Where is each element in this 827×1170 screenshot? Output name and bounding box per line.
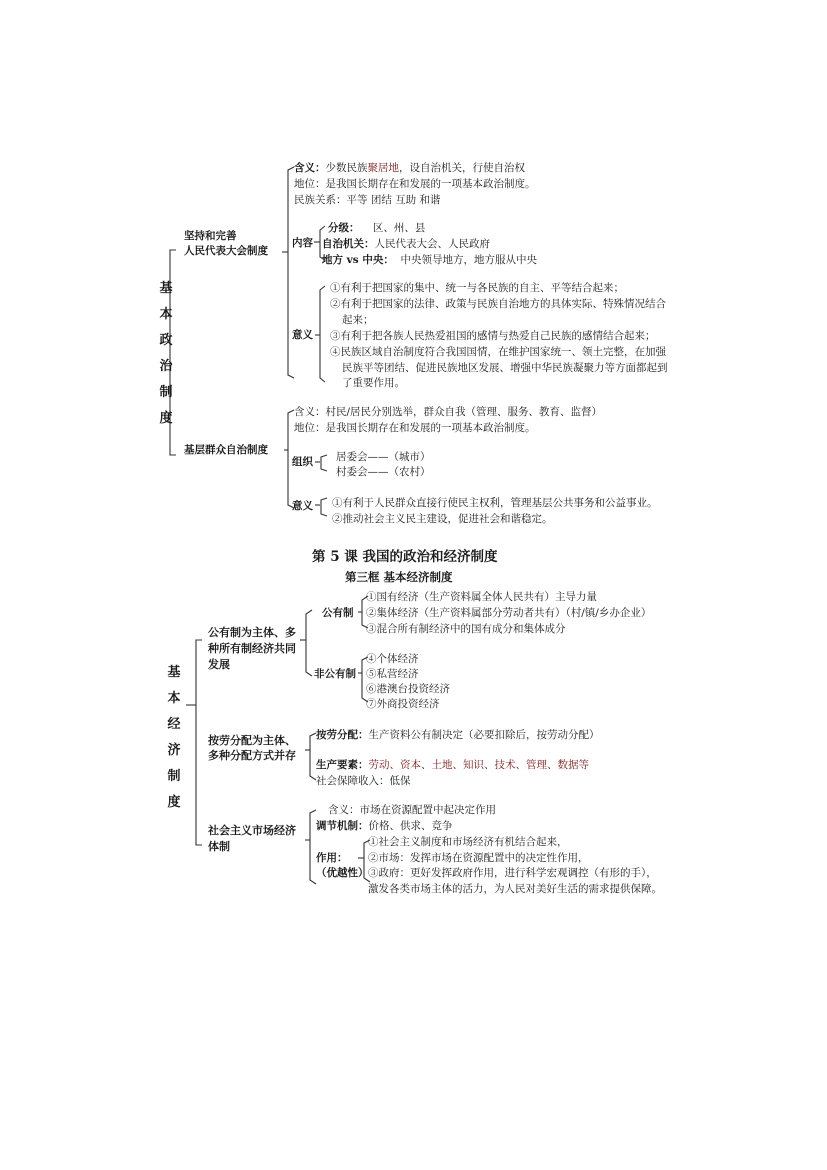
e-b1-label-line1: 公有制为主体、多 xyxy=(208,626,296,639)
public-3: ③混合所有制经济中的国有成分和集体成分 xyxy=(366,623,566,635)
e-b3-label-line1: 社会主义市场经济 xyxy=(208,824,296,837)
b1-grade: 分级： 区、州、县 xyxy=(328,222,426,234)
b1-sig-label: 意义 xyxy=(292,329,313,341)
role-3: ③政府：更好发挥政府作用，进行科学宏观调控（有形的手）， xyxy=(368,867,657,879)
nonpublic-2: ⑤私营经济 xyxy=(366,668,419,680)
b2-org-label: 组织 xyxy=(292,456,313,468)
b1-sig1: ①有利于把国家的集中、统一与各民族的自主、平等结合起来； xyxy=(330,282,624,294)
nonpublic-label: 非公有制 xyxy=(314,668,356,680)
b2-sig-label: 意义 xyxy=(292,500,313,512)
nonpublic-4: ⑦外商投资经济 xyxy=(366,698,440,710)
section-title: 第三框 基本经济制度 xyxy=(345,570,453,584)
b2-status: 地位：是我国长期存在和发展的一项基本政治制度。 xyxy=(294,422,536,434)
b1-sig4b: 民族平等团结、促进民族地区发展、增强中华民族凝聚力等方面都起到 xyxy=(342,362,668,374)
b1-sig2a: ②有利于把国家的法律、政策与民族自治地方的具体实际、特殊情况结合 xyxy=(330,298,666,310)
e-b1-label-line3: 发展 xyxy=(208,658,230,671)
e-b3-label-line2: 体制 xyxy=(208,840,230,853)
b1-meaning: 含义：少数民族聚居地，设自治机关，行使自治权 xyxy=(294,162,525,174)
b2-meaning: 含义：村民/居民分别选举，群众自我（管理、服务、教育、监督） xyxy=(294,406,603,418)
market-role-sub: （优越性） xyxy=(316,867,369,879)
public-1: ①国有经济（生产资料属全体人民共有）主导力量 xyxy=(366,591,597,603)
b2-org1: 居委会——（城市） xyxy=(336,451,431,463)
market-meaning: 含义：市场在资源配置中起决定作用 xyxy=(328,804,496,816)
b1-organ: 自治机关：人民代表大会、人民政府 xyxy=(322,238,490,250)
nonpublic-3: ⑥港澳台投资经济 xyxy=(366,683,450,695)
factor-row: 生产要素：劳动、资本、土地、知识、技术、管理、数据等 xyxy=(316,759,589,771)
role-2: ②市场：发挥市场在资源配置中的决定性作用， xyxy=(368,852,589,864)
b1-relation: 民族关系：平等 团结 互助 和谐 xyxy=(294,194,441,206)
b1-sig4a: ④民族区域自治制度符合我国国情，在维护国家统一、领土完整，在加强 xyxy=(330,346,666,358)
role-4: 激发各类市场主体的活力，为人民对美好生活的需求提供保障。 xyxy=(368,883,662,895)
security-row: 社会保障收入：低保 xyxy=(316,775,411,787)
b1-sig2b: 起来； xyxy=(342,314,374,326)
public-label: 公有制 xyxy=(322,607,354,619)
e-b1-label-line2: 种所有制经济共同 xyxy=(208,642,296,655)
e-b2-label-line1: 按劳分配为主体、 xyxy=(208,734,296,747)
nonpublic-1: ④个体经济 xyxy=(366,653,419,665)
b1-status: 地位：是我国长期存在和发展的一项基本政治制度。 xyxy=(294,178,536,190)
b1-label-line1: 坚持和完善 xyxy=(184,230,237,242)
lesson-title: 第 5 课 我国的政治和经济制度 xyxy=(312,549,498,565)
root-politics-label: 基 本 政 治 制 度 xyxy=(159,281,173,426)
root-brace-economy xyxy=(196,640,202,845)
root-economy-label: 基 本 经 济 制 度 xyxy=(167,665,181,810)
role-1: ①社会主义制度和市场经济有机结合起来， xyxy=(368,836,568,848)
public-2: ②集体经济（生产资料属部分劳动者共有）（村/镇/乡办企业） xyxy=(366,607,652,619)
b1-sig3: ③有利于把各族人民热爱祖国的感情与热爱自己民族的感情结合起来； xyxy=(330,330,656,342)
market-mech: 调节机制：价格、供求、竞争 xyxy=(316,820,453,832)
b1-local: 地方 vs 中央： 中央领导地方，地方服从中央 xyxy=(322,254,538,266)
b1-sig4c: 了重要作用。 xyxy=(342,377,405,389)
b2-sig2: ②推动社会主义民主建设，促进社会和谐稳定。 xyxy=(332,513,553,525)
e-b2-label-line2: 多种分配方式并存 xyxy=(208,749,296,762)
market-role-label: 作用： xyxy=(316,852,348,864)
b1-content-label: 内容 xyxy=(292,237,313,249)
b2-label: 基层群众自治制度 xyxy=(184,444,268,456)
b1-label-line2: 人民代表大会制度 xyxy=(184,245,268,257)
b2-sig1: ①有利于人民群众直接行使民主权利，管理基层公共事务和公益事业。 xyxy=(332,497,658,509)
labor-row: 按劳分配：生产资料公有制决定（必要扣除后，按劳动分配） xyxy=(316,729,600,741)
b2-org2: 村委会——（农村） xyxy=(336,466,431,478)
